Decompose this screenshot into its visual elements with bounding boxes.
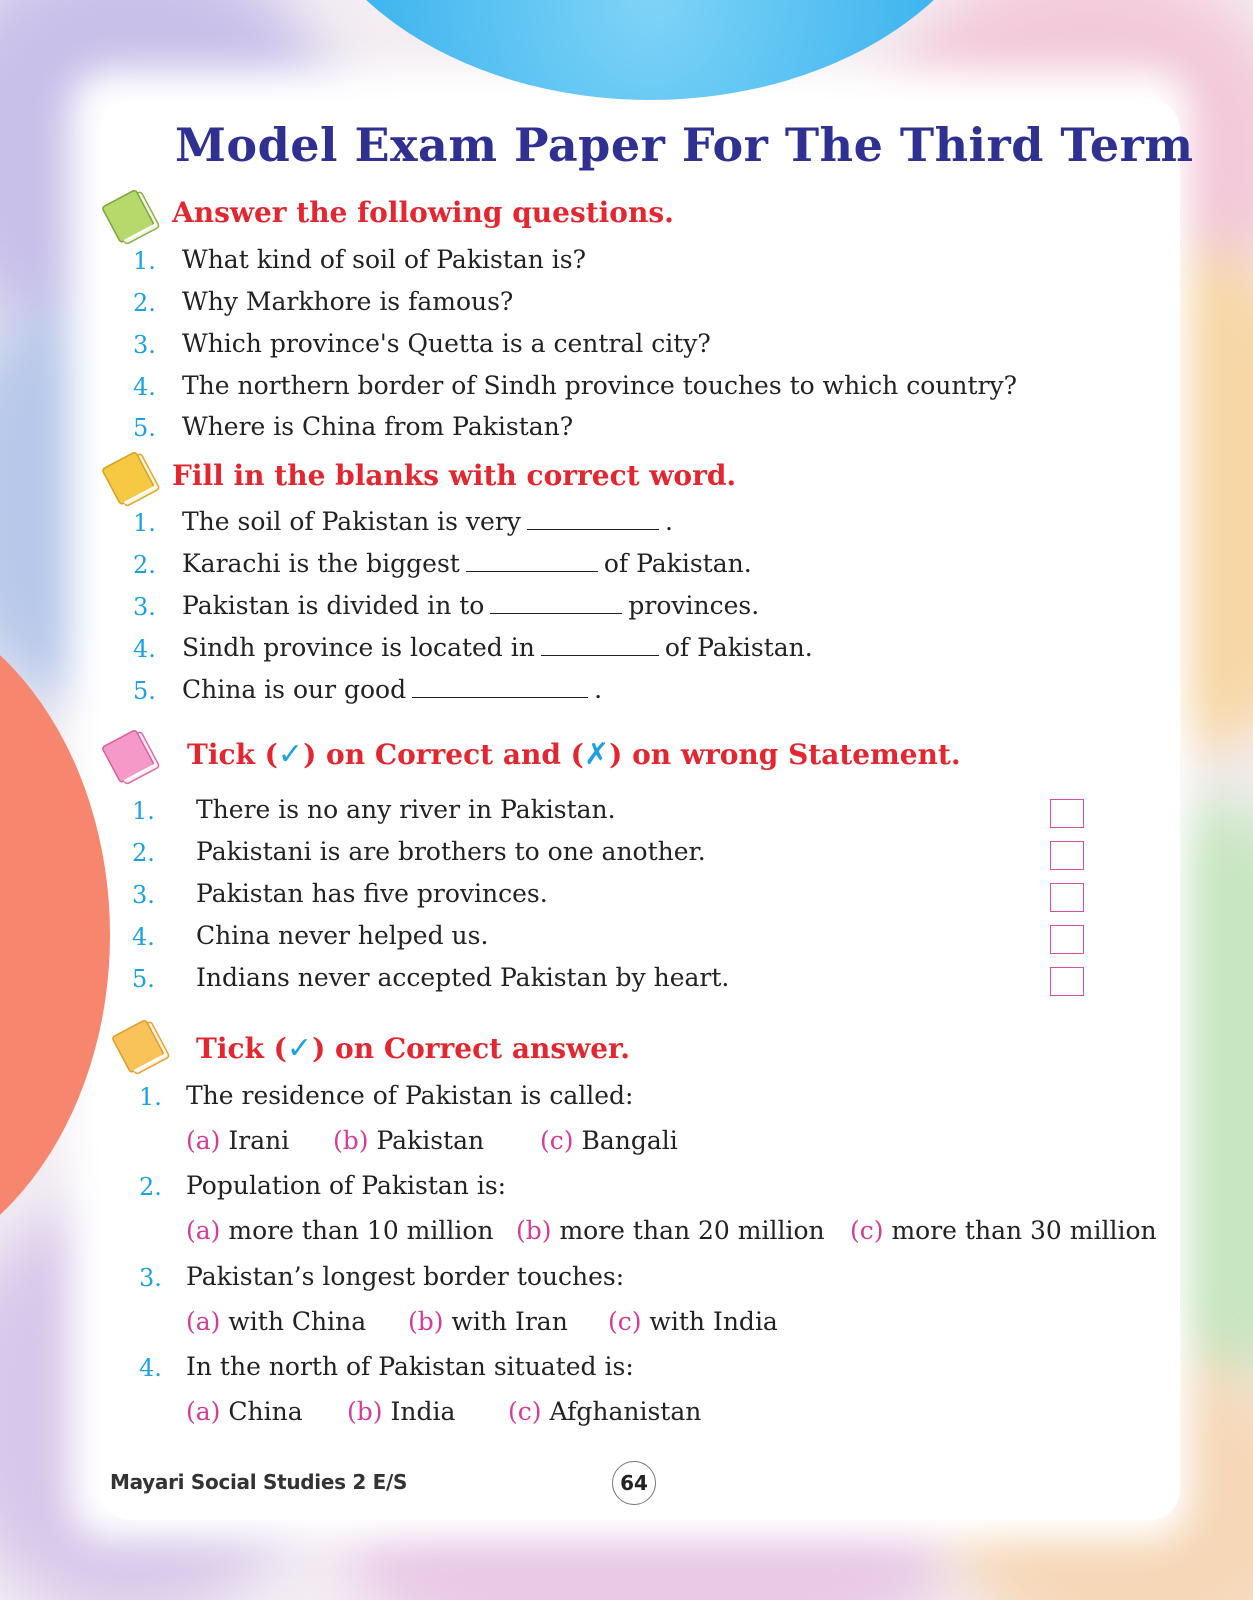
item-number: 3. bbox=[139, 1264, 162, 1292]
fill-blank-row bbox=[182, 675, 602, 705]
option-text: with China bbox=[228, 1307, 367, 1336]
option-text: with Iran bbox=[451, 1307, 568, 1336]
sentence-start: China is our good bbox=[182, 675, 407, 704]
mcq-option[interactable] bbox=[186, 1307, 366, 1336]
item-number: 5. bbox=[133, 414, 156, 442]
option-text: more than 10 million bbox=[228, 1216, 494, 1245]
question-text: Why Markhore is famous? bbox=[182, 287, 514, 316]
answer-checkbox[interactable] bbox=[1050, 841, 1084, 870]
option-letter: (c) bbox=[508, 1397, 542, 1426]
option-text: Bangali bbox=[581, 1126, 678, 1155]
section-title-mcq: Tick (✓) on Correct answer. bbox=[196, 1031, 630, 1066]
option-letter: (a) bbox=[186, 1216, 221, 1245]
option-letter: (b) bbox=[408, 1307, 444, 1336]
mcq-option[interactable] bbox=[508, 1397, 701, 1426]
statement-text: Indians never accepted Pakistan by heart. bbox=[196, 963, 730, 992]
item-number: 1. bbox=[133, 247, 156, 275]
sentence-end: . bbox=[594, 675, 603, 704]
mcq-option[interactable] bbox=[347, 1397, 455, 1426]
mcq-option[interactable] bbox=[608, 1307, 778, 1336]
tick-icon: ✓ bbox=[286, 1031, 313, 1066]
sentence-end: of Pakistan. bbox=[664, 633, 813, 662]
option-text: India bbox=[390, 1397, 456, 1426]
page-title: Model Exam Paper For The Third Term bbox=[175, 118, 1194, 172]
item-number: 5. bbox=[133, 677, 156, 705]
fill-blank-row bbox=[182, 591, 759, 621]
option-letter: (b) bbox=[516, 1216, 552, 1245]
sentence-end: provinces. bbox=[628, 591, 760, 620]
mcq-question-text: In the north of Pakistan situated is: bbox=[186, 1352, 634, 1381]
option-text: China bbox=[228, 1397, 303, 1426]
blank-line[interactable] bbox=[527, 507, 659, 530]
mcq-option[interactable] bbox=[186, 1216, 494, 1245]
question-text: What kind of soil of Pakistan is? bbox=[182, 245, 587, 274]
orange-book-icon bbox=[112, 1018, 174, 1076]
option-text: more than 20 million bbox=[559, 1216, 825, 1245]
item-number: 4. bbox=[133, 373, 156, 401]
cross-icon: ✗ bbox=[583, 737, 610, 772]
question-text: The northern border of Sindh province touches to which country? bbox=[182, 371, 1017, 400]
option-text: with India bbox=[649, 1307, 778, 1336]
sentence-start: Karachi is the biggest bbox=[182, 549, 460, 578]
mcq-question-text: The residence of Pakistan is called: bbox=[186, 1081, 634, 1110]
sentence-start: Pakistan is divided in to bbox=[182, 591, 485, 620]
pink-book-icon bbox=[102, 728, 164, 786]
item-number: 1. bbox=[133, 509, 156, 537]
blank-line[interactable] bbox=[466, 549, 598, 572]
blank-line[interactable] bbox=[412, 675, 588, 698]
answer-checkbox[interactable] bbox=[1050, 925, 1084, 954]
option-text: Irani bbox=[228, 1126, 290, 1155]
mcq-option[interactable] bbox=[186, 1126, 289, 1155]
mcq-option[interactable] bbox=[408, 1307, 568, 1336]
option-text: more than 30 million bbox=[891, 1216, 1157, 1245]
mcq-question-text: Pakistan’s longest border touches: bbox=[186, 1262, 625, 1291]
page-number: 64 bbox=[612, 1461, 656, 1505]
section-title-questions: Answer the following questions. bbox=[172, 196, 674, 229]
item-number: 1. bbox=[139, 1083, 162, 1111]
option-letter: (a) bbox=[186, 1126, 221, 1155]
item-number: 2. bbox=[133, 551, 156, 579]
item-number: 1. bbox=[132, 797, 155, 825]
option-text: Pakistan bbox=[376, 1126, 485, 1155]
item-number: 3. bbox=[133, 593, 156, 621]
mcq-option[interactable] bbox=[850, 1216, 1157, 1245]
mcq-question-text: Population of Pakistan is: bbox=[186, 1171, 507, 1200]
item-number: 4. bbox=[139, 1354, 162, 1382]
option-letter: (c) bbox=[608, 1307, 642, 1336]
answer-checkbox[interactable] bbox=[1050, 799, 1084, 828]
fill-blank-row bbox=[182, 549, 752, 579]
statement-text: There is no any river in Pakistan. bbox=[196, 795, 616, 824]
option-letter: (b) bbox=[347, 1397, 383, 1426]
question-text: Where is China from Pakistan? bbox=[182, 412, 574, 441]
item-number: 2. bbox=[139, 1173, 162, 1201]
section-title-fill-blanks: Fill in the blanks with correct word. bbox=[172, 459, 737, 492]
mcq-option[interactable] bbox=[540, 1126, 678, 1155]
fill-blank-row bbox=[182, 507, 673, 537]
item-number: 5. bbox=[132, 965, 155, 993]
item-number: 2. bbox=[133, 289, 156, 317]
sentence-end: of Pakistan. bbox=[603, 549, 752, 578]
option-letter: (a) bbox=[186, 1397, 221, 1426]
item-number: 4. bbox=[132, 923, 155, 951]
answer-checkbox[interactable] bbox=[1050, 883, 1084, 912]
book-title-footer: Mayari Social Studies 2 E/S bbox=[110, 1470, 408, 1494]
option-letter: (b) bbox=[333, 1126, 369, 1155]
question-text: Which province's Quetta is a central city? bbox=[182, 329, 711, 358]
item-number: 2. bbox=[132, 839, 155, 867]
option-text: Afghanistan bbox=[549, 1397, 702, 1426]
answer-checkbox[interactable] bbox=[1050, 967, 1084, 996]
statement-text: China never helped us. bbox=[196, 921, 489, 950]
sentence-end: . bbox=[664, 507, 673, 536]
sentence-start: Sindh province is located in bbox=[182, 633, 535, 662]
statement-text: Pakistan has five provinces. bbox=[196, 879, 548, 908]
mcq-option[interactable] bbox=[333, 1126, 484, 1155]
statement-text: Pakistani is are brothers to one another. bbox=[196, 837, 706, 866]
fill-blank-row bbox=[182, 633, 813, 663]
mcq-option[interactable] bbox=[186, 1397, 303, 1426]
green-book-icon bbox=[102, 188, 164, 246]
blank-line[interactable] bbox=[490, 591, 622, 614]
option-letter: (c) bbox=[540, 1126, 574, 1155]
mcq-option[interactable] bbox=[516, 1216, 825, 1245]
item-number: 4. bbox=[133, 635, 156, 663]
item-number: 3. bbox=[132, 881, 155, 909]
item-number: 3. bbox=[133, 331, 156, 359]
blank-line[interactable] bbox=[541, 633, 659, 656]
option-letter: (a) bbox=[186, 1307, 221, 1336]
tick-icon: ✓ bbox=[277, 737, 304, 772]
sentence-start: The soil of Pakistan is very bbox=[182, 507, 521, 536]
section-title-true-false: Tick (✓) on Correct and (✗) on wrong Statement. bbox=[187, 737, 961, 772]
yellow-book-icon bbox=[102, 450, 164, 508]
option-letter: (c) bbox=[850, 1216, 884, 1245]
